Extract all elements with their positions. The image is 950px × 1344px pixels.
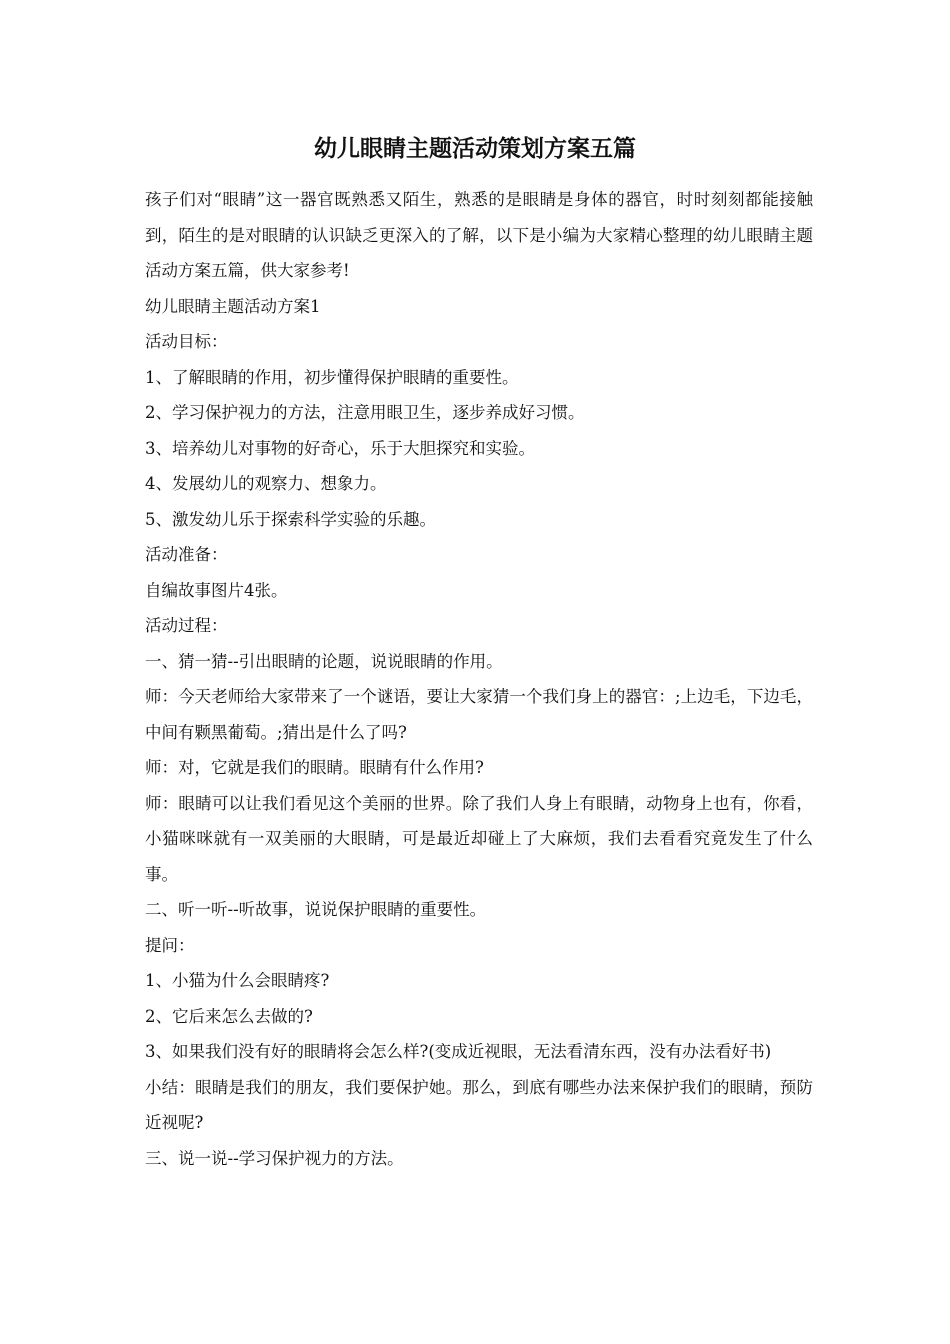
question-item: 2、它后来怎么去做的? — [145, 1006, 313, 1026]
step-heading: 三、说一说--学习保护视力的方法。 — [145, 1148, 404, 1168]
questions-heading: 提问： — [145, 935, 195, 955]
goal-item: 1、了解眼睛的作用，初步懂得保护眼睛的重要性。 — [145, 367, 519, 387]
dialogue-paragraph: 师：对，它就是我们的眼睛。眼睛有什么作用? — [145, 758, 484, 777]
preparation-text: 自编故事图片4张。 — [145, 580, 288, 600]
document-body — [145, 182, 813, 1176]
step-heading: 一、猜一猜--引出眼睛的论题，说说眼睛的作用。 — [145, 651, 503, 671]
dialogue-paragraph: 师：今天老师给大家带来了一个谜语，要让大家猜一个我们身上的器官：;上边毛，下边毛，中间有颗黑葡萄。;猜出是什么了吗? — [145, 687, 813, 742]
process-heading: 活动过程： — [145, 616, 228, 635]
dialogue-paragraph: 师：眼睛可以让我们看见这个美丽的世界。除了我们人身上有眼睛，动物身上也有，你看，小猫咪咪就有一双美丽的大眼睛，可是最近却碰上了大麻烦，我们去看看究竟发生了什么事。 — [145, 793, 813, 884]
document-title: 幼儿眼睛主题活动策划方案五篇 — [314, 135, 636, 162]
goals-heading: 活动目标： — [145, 332, 228, 351]
goal-item: 2、学习保护视力的方法，注意用眼卫生，逐步养成好习惯。 — [145, 403, 585, 422]
goal-item: 3、培养幼儿对事物的好奇心，乐于大胆探究和实验。 — [145, 438, 535, 458]
step-heading: 二、听一听--听故事，说说保护眼睛的重要性。 — [145, 900, 487, 919]
preparation-heading: 活动准备： — [145, 545, 228, 564]
intro-paragraph: 孩子们对“眼睛”这一器官既熟悉又陌生，熟悉的是眼睛是身体的器官，时时刻刻都能接触到，陌生的是对眼睛的认识缺乏更深入的了解，以下是小编为大家精心整理的幼儿眼睛主题活动方案五篇，供大家参考! — [145, 190, 813, 280]
section-heading: 幼儿眼睛主题活动方案1 — [145, 296, 321, 316]
goal-item: 5、激发幼儿乐于探索科学实验的乐趣。 — [145, 509, 436, 529]
goal-item: 4、发展幼儿的观察力、想象力。 — [145, 474, 387, 493]
question-item: 1、小猫为什么会眼睛疼? — [145, 971, 330, 990]
summary-paragraph: 小结：眼睛是我们的朋友，我们要保护她。那么，到底有哪些办法来保护我们的眼睛，预防近视呢? — [145, 1077, 813, 1132]
question-item: 3、如果我们没有好的眼睛将会怎么样?(变成近视眼，无法看清东西，没有办法看好书) — [145, 1042, 772, 1061]
